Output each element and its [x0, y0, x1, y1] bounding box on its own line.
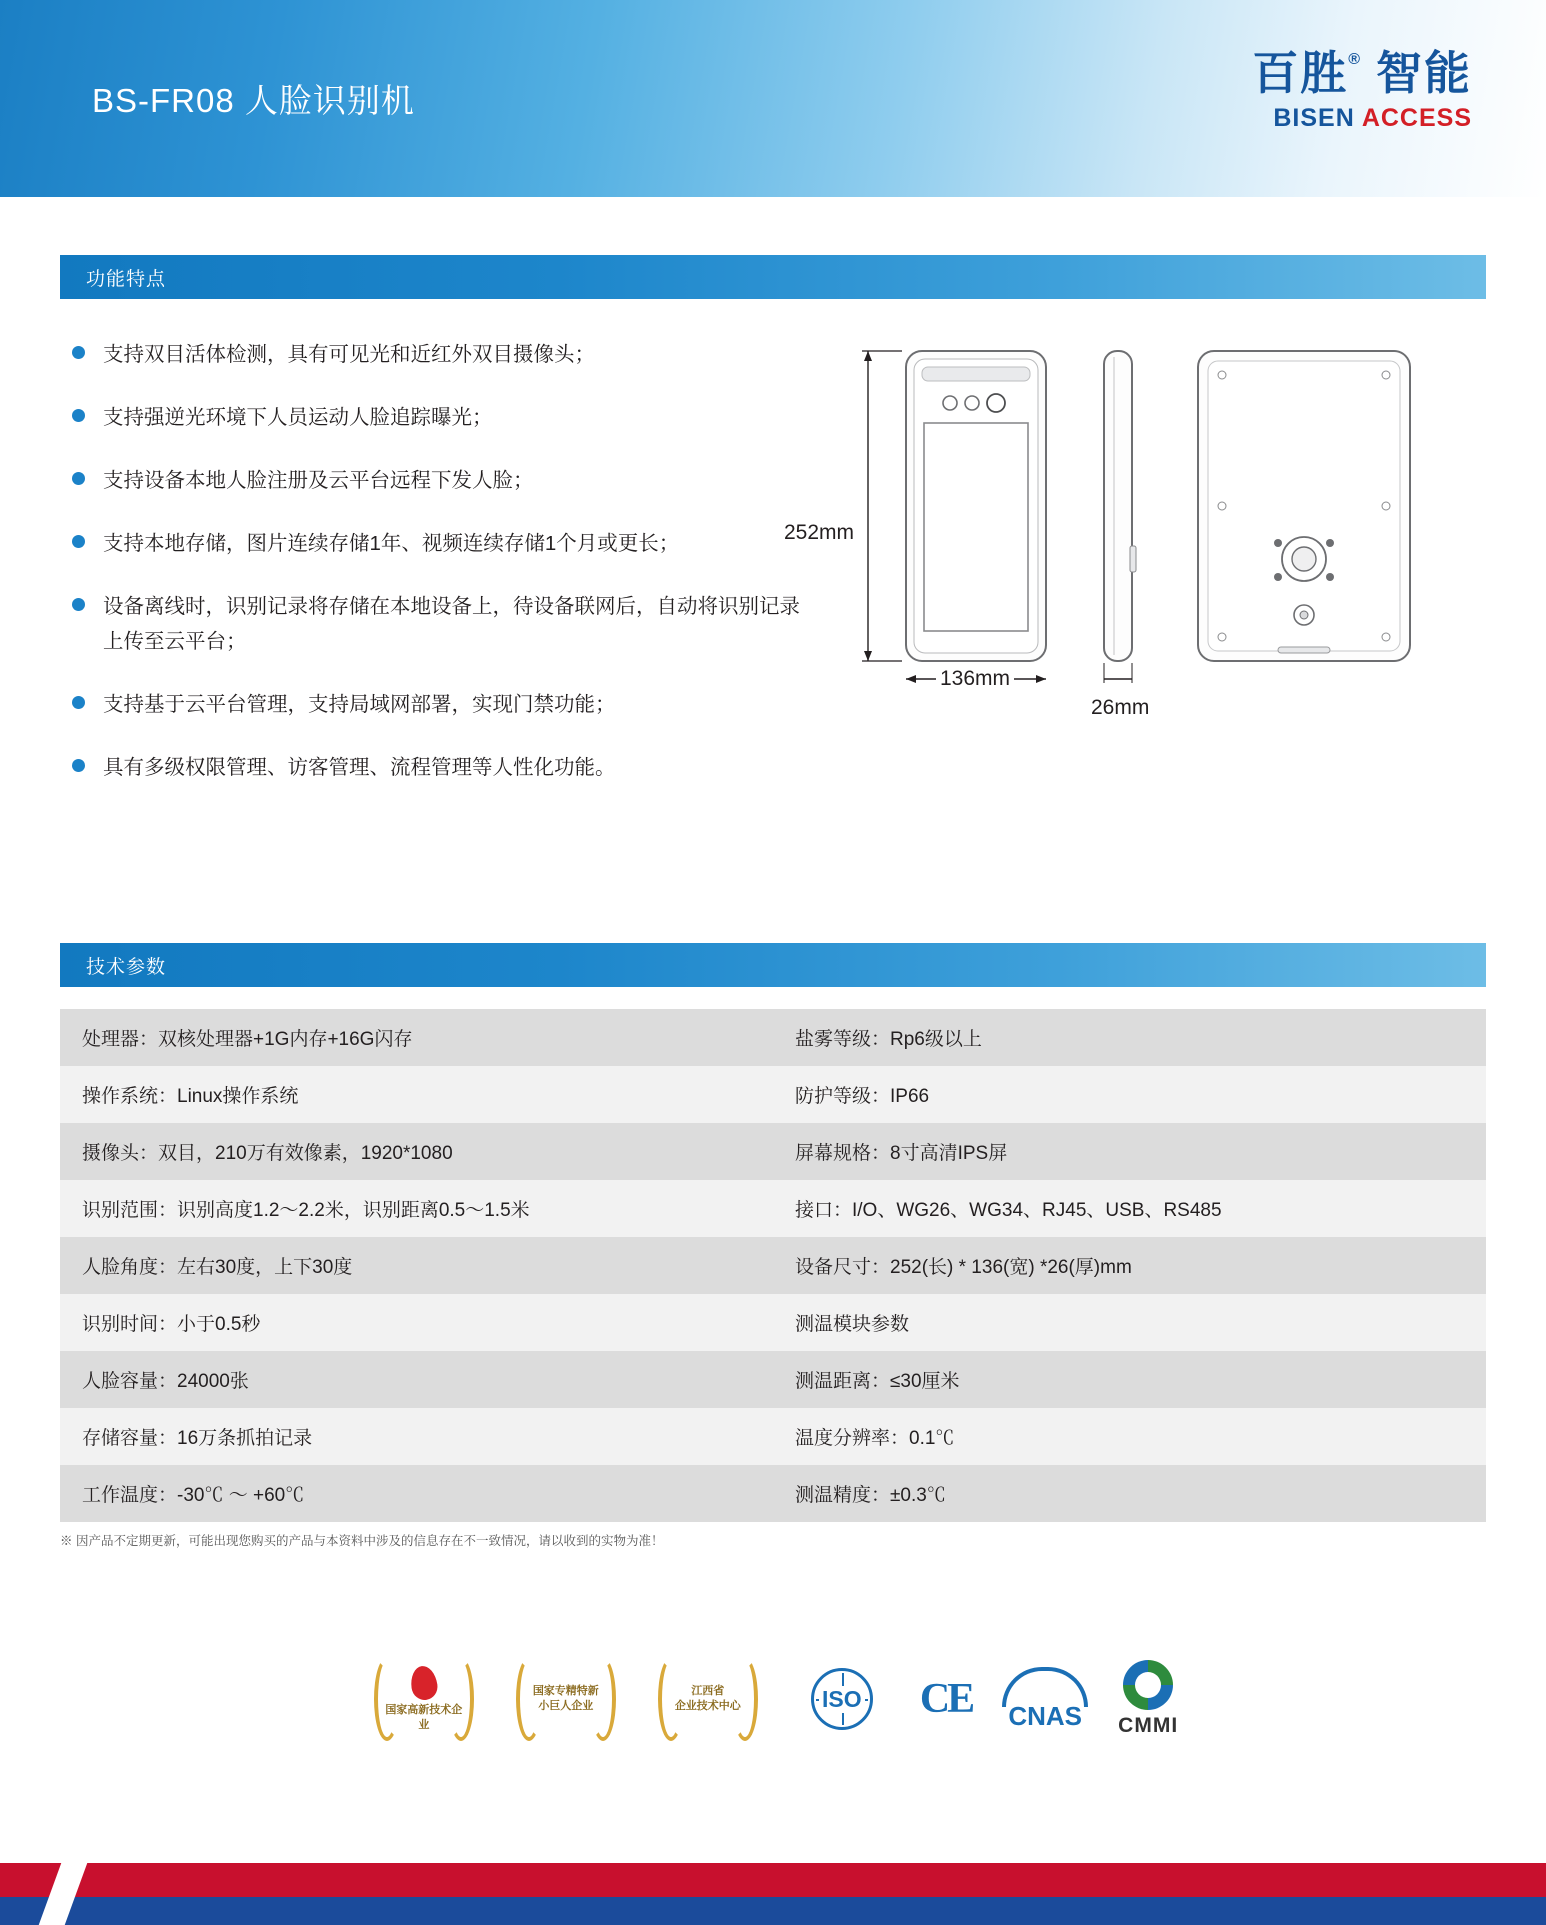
dimension-svg [826, 331, 1486, 751]
spec-cell: 识别时间：小于0.5秒 [60, 1294, 773, 1351]
bullet-icon [72, 759, 85, 772]
spec-cell: 处理器：双核处理器+1G内存+16G闪存 [60, 1009, 773, 1066]
logo-cn-secondary: 智能 [1376, 47, 1472, 99]
list-item [72, 337, 816, 373]
footer-bands [0, 1863, 1546, 1925]
feature-text: 支持设备本地人脸注册及云平台远程下发人脸； [103, 468, 534, 492]
badge-label: CMMI [1118, 1714, 1179, 1737]
spec-cell: 接口：I/O、WG26、WG34、RJ45、USB、RS485 [773, 1180, 1486, 1237]
certification-badges [0, 1653, 1546, 1745]
feature-text: 支持本地存储，图片连续存储1年、视频连续存储1个月或更长； [103, 531, 680, 555]
badge-cnas [1002, 1667, 1088, 1732]
specs-section-title: 技术参数 [86, 956, 167, 978]
list-item [72, 526, 816, 562]
logo-en-access: ACCESS [1361, 104, 1472, 132]
table-row [60, 1180, 1486, 1237]
badge-label-line2: 企业技术中心 [674, 1700, 741, 1712]
swirl-icon [1123, 1660, 1173, 1710]
spec-cell: 测温距离：≤30厘米 [773, 1351, 1486, 1408]
spec-cell: 人脸角度：左右30度，上下30度 [60, 1237, 773, 1294]
badge-national-high-tech [368, 1653, 480, 1745]
table-row [60, 1066, 1486, 1123]
spec-cell: 摄像头：双目，210万有效像素，1920*1080 [60, 1123, 773, 1180]
spec-cell: 存储容量：16万条抓拍记录 [60, 1408, 773, 1465]
product-dimension-drawing [784, 331, 1486, 731]
bullet-icon [72, 598, 85, 611]
logo-cn-primary: 百胜 [1252, 47, 1349, 99]
badge-label-line2: 小巨人企业 [538, 1700, 594, 1712]
registered-trademark-icon: ® [1348, 51, 1362, 68]
table-row [60, 1237, 1486, 1294]
list-item [72, 750, 816, 786]
page-footer [0, 1863, 1546, 1925]
list-item [72, 687, 816, 723]
bullet-icon [72, 472, 85, 485]
width-dimension-label: 136mm [936, 667, 1014, 691]
badge-iso [794, 1659, 890, 1739]
badge-label: CNAS [1008, 1700, 1082, 1731]
bullet-icon [72, 535, 85, 548]
badge-ce: CE [919, 1676, 973, 1722]
table-row [60, 1294, 1486, 1351]
spec-cell: 测温精度：±0.3℃ [773, 1465, 1486, 1522]
feature-text: 支持基于云平台管理，支持局域网部署，实现门禁功能； [103, 693, 616, 717]
spec-cell: 设备尺寸：252(长) * 136(宽) *26(厚)mm [773, 1237, 1486, 1294]
bullet-icon [72, 346, 85, 359]
flame-icon [409, 1664, 439, 1701]
spec-cell: 人脸容量：24000张 [60, 1351, 773, 1408]
brand-logo [1252, 47, 1472, 132]
specs-table [60, 1009, 1486, 1522]
badge-label: 国家高新技术企业 [385, 1703, 463, 1731]
spec-cell: 温度分辨率：0.1℃ [773, 1408, 1486, 1465]
table-row [60, 1351, 1486, 1408]
badge-label-line1: 国家专精特新 [532, 1685, 599, 1698]
page-title: BS-FR08 人脸识别机 [92, 82, 415, 119]
spec-cell: 屏幕规格：8寸高清IPS屏 [773, 1123, 1486, 1180]
badge-cmmi [1118, 1660, 1178, 1738]
feature-text: 设备离线时，识别记录将存储在本地设备上，待设备联网后，自动将识别记录上传至云平台； [103, 594, 800, 654]
features-list [60, 327, 816, 813]
bullet-icon [72, 696, 85, 709]
spec-cell: 测温模块参数 [773, 1294, 1486, 1351]
specs-section-header [60, 943, 1486, 987]
table-row [60, 1465, 1486, 1522]
table-row [60, 1009, 1486, 1066]
bullet-icon [72, 409, 85, 422]
spec-cell: 工作温度：-30℃ ～ +60℃ [60, 1465, 773, 1522]
spec-cell: 识别范围：识别高度1.2～2.2米，识别距离0.5～1.5米 [60, 1180, 773, 1237]
page-header [0, 0, 1546, 197]
spec-cell: 操作系统：Linux操作系统 [60, 1066, 773, 1123]
features-section-title: 功能特点 [86, 268, 167, 290]
list-item [72, 400, 816, 436]
height-dimension-label: 252mm [784, 521, 855, 544]
list-item [72, 589, 816, 661]
table-row [60, 1123, 1486, 1180]
list-item [72, 463, 816, 499]
badge-jiangxi-tech-center [652, 1653, 764, 1745]
features-section-header [60, 255, 1486, 299]
features-row [60, 327, 1486, 813]
spec-cell: 防护等级：IP66 [773, 1066, 1486, 1123]
table-row [60, 1408, 1486, 1465]
feature-text: 支持双目活体检测，具有可见光和近红外双目摄像头； [103, 343, 595, 366]
feature-text: 具有多级权限管理、访客管理、流程管理等人性化功能。 [103, 756, 616, 780]
spec-cell: 盐雾等级：Rp6级以上 [773, 1009, 1486, 1066]
feature-text: 支持强逆光环境下人员运动人脸追踪曝光； [103, 405, 493, 429]
disclaimer-note: ※ 因产品不定期更新，可能出现您购买的产品与本资料中涉及的信息存在不一致情况，请以收到的实物为准！ [60, 1534, 664, 1548]
badge-label: ISO [819, 1686, 865, 1713]
badge-label-line1: 江西省 [691, 1685, 725, 1698]
depth-dimension-label: 26mm [1091, 696, 1150, 719]
logo-en-bisen: BISEN [1273, 104, 1355, 132]
badge-little-giant [510, 1653, 622, 1745]
globe-icon [811, 1668, 873, 1730]
